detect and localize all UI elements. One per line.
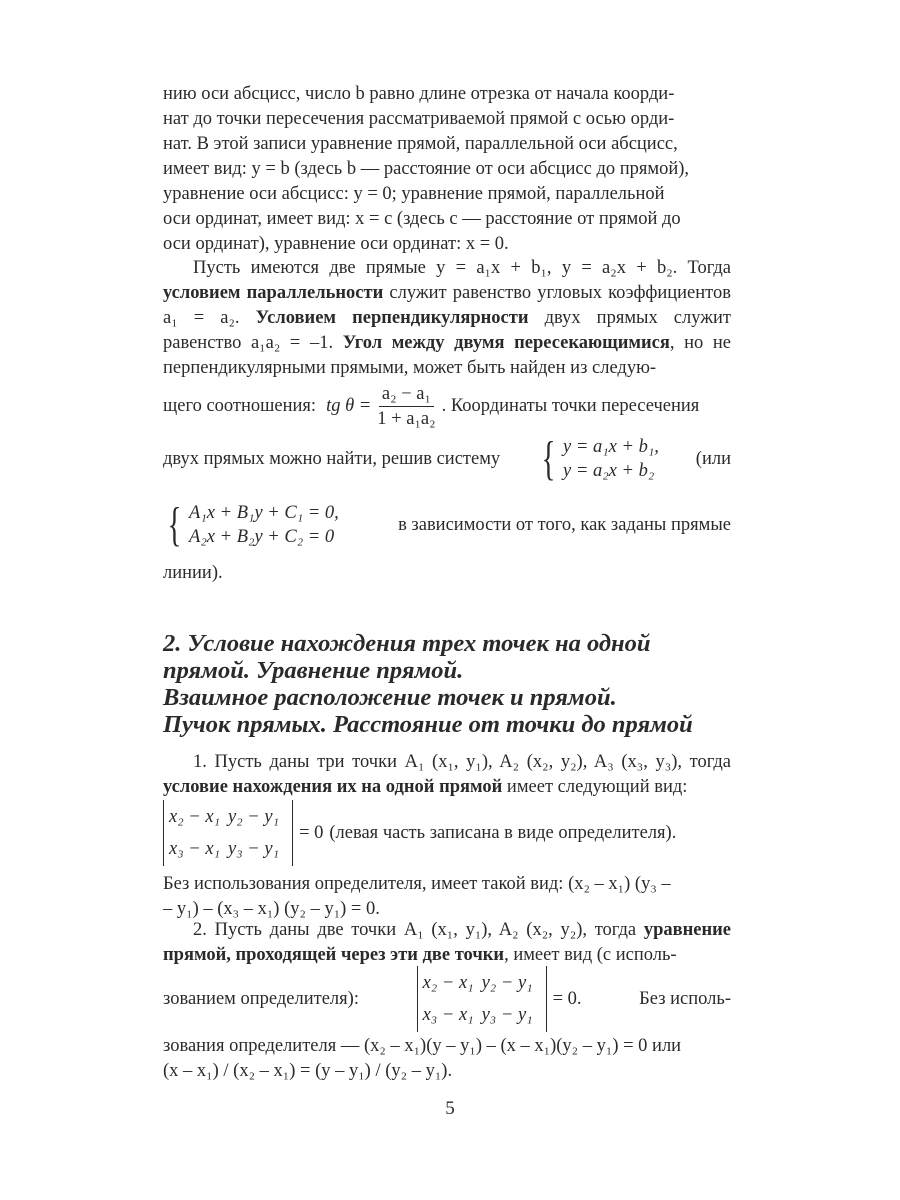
formula-lhs: tg θ = bbox=[326, 395, 372, 416]
text-span: (или bbox=[695, 448, 731, 469]
heading-line: Пучок прямых. Расстояние от точки до прямой bbox=[163, 711, 693, 738]
text-span: двух прямых можно найти, решив систему bbox=[163, 448, 501, 469]
section-heading bbox=[163, 630, 731, 738]
text-span: (левая часть записана в виде определителя). bbox=[329, 822, 677, 843]
matrix-cell: x₃ − x₁ bbox=[422, 1005, 474, 1025]
text-span: , имеет вид (с исполь- bbox=[504, 945, 677, 965]
text-line bbox=[163, 561, 731, 586]
matrix-cell: x₂ − x₁ bbox=[422, 973, 474, 993]
equation-system bbox=[537, 432, 659, 485]
equals-zero: = 0 bbox=[299, 822, 324, 843]
text-span: щего соотношения: bbox=[163, 395, 317, 416]
equals-zero: = 0. bbox=[552, 988, 582, 1009]
item-1 bbox=[163, 750, 731, 800]
heading-line: 2. Условие нахождения трех точек на одной bbox=[163, 630, 651, 657]
text-line: Без использования определителя, имеет такой вид: (x₂ – x₁) (y₃ – bbox=[163, 874, 671, 894]
text-span: в зависимости от того, как заданы прямые bbox=[398, 514, 731, 535]
formula-angle bbox=[163, 378, 731, 434]
text-line: нат. В этой записи уравнение прямой, параллельной оси абсцисс, bbox=[163, 134, 678, 154]
text-line: уравнение оси абсцисс: y = 0; уравнение прямой, параллельной bbox=[163, 184, 665, 204]
matrix-cell: y₂ − y₁ bbox=[228, 807, 280, 827]
paragraph-lines-conditions bbox=[163, 256, 731, 381]
text-span: 2. Пусть даны две точки A₁ (x₁, y₁), A₂ (x₂, y₂), тогда bbox=[193, 920, 644, 940]
text-line: (x – x₁) / (x₂ – x₁) = (y – y₁) / (y₂ – y₁). bbox=[163, 1061, 453, 1081]
bold-term: Условием перпендикулярности bbox=[255, 308, 529, 328]
text-line: нию оси абсцисс, число b равно длине отрезка от начала коорди- bbox=[163, 84, 675, 104]
bold-term: условием параллельности bbox=[163, 283, 384, 303]
left-brace-icon: { bbox=[541, 432, 556, 485]
text-span: линии). bbox=[163, 563, 223, 583]
equation-line: y = a₁x + b₁, bbox=[563, 437, 659, 457]
text-span: Пусть имеются две прямые y = a₁x + b₁, y = a₂x + b₂. Тогда bbox=[193, 258, 731, 278]
text-paragraph bbox=[163, 918, 731, 968]
text-line: зования определителя — (x₂ – x₁)(y – y₁) – (x – x₁)(y₂ – y₁) = 0 или bbox=[163, 1036, 682, 1056]
text-line: имеет вид: y = b (здесь b — расстояние от оси абсцисс до прямой), bbox=[163, 159, 690, 179]
heading-line: прямой. Уравнение прямой. bbox=[163, 657, 464, 684]
text-paragraph bbox=[163, 750, 731, 800]
equation-line: y = a₂x + b₂ bbox=[563, 461, 655, 481]
heading-line: Взаимное расположение точек и прямой. bbox=[163, 684, 617, 711]
text-span: 1. Пусть даны три точки A₁ (x₁, y₁), A₂ (x₂, y₂), A₃ (x₃, y₃), тогда bbox=[193, 752, 731, 772]
fraction-denominator: 1 + a₁a₂ bbox=[377, 408, 436, 429]
system-of-equations-2 bbox=[163, 496, 731, 554]
equation-system bbox=[163, 498, 339, 551]
text-line: нат до точки пересечения рассматриваемой прямой с осью орди- bbox=[163, 109, 675, 129]
text-line: – y₁) – (x₃ – x₁) (y₂ – y₁) = 0. bbox=[163, 899, 380, 919]
matrix-cell: y₂ − y₁ bbox=[481, 973, 533, 993]
matrix-cell: x₂ − x₁ bbox=[169, 807, 221, 827]
paragraph-lines bbox=[163, 82, 731, 257]
page-number: 5 bbox=[445, 1098, 455, 1119]
bold-term: условие нахождения их на одной прямой bbox=[163, 777, 503, 797]
text-span: зованием определителя): bbox=[163, 988, 359, 1009]
matrix-cell: y₃ − y₁ bbox=[228, 839, 280, 859]
equation-line: A₂x + B₂y + C₂ = 0 bbox=[189, 527, 335, 547]
matrix-cell: x₃ − x₁ bbox=[169, 839, 221, 859]
left-brace-icon: { bbox=[167, 498, 182, 551]
text-span: Без исполь- bbox=[639, 988, 731, 1009]
system-of-equations-1 bbox=[163, 430, 731, 488]
text-paragraph bbox=[163, 256, 731, 381]
fraction bbox=[374, 382, 438, 431]
item-2 bbox=[163, 918, 731, 968]
matrix-cell: y₃ − y₁ bbox=[481, 1005, 533, 1025]
fraction-numerator: a₂ − a₁ bbox=[379, 382, 434, 407]
text-span: имеет следующий вид: bbox=[502, 777, 688, 797]
text-span: служит равенство угловых коэффициентов a₁ = a₂. bbox=[163, 283, 731, 328]
bold-term: Угол между двумя пересекающимися bbox=[342, 333, 670, 353]
determinant bbox=[163, 800, 293, 866]
item-2-tail bbox=[163, 1034, 731, 1084]
determinant-row-2 bbox=[163, 966, 731, 1032]
text-span: , но не перпендикулярными прямыми, может быть найден из следую- bbox=[163, 333, 731, 378]
text-span: . Координаты точки пересечения bbox=[441, 395, 700, 416]
text-line: оси ординат, имеет вид: x = c (здесь c — расстояние от прямой до bbox=[163, 209, 681, 229]
determinant bbox=[417, 966, 547, 1032]
text-span: двух прямых служит равенство a₁a₂ = –1. bbox=[163, 308, 732, 353]
bold-term: уравнение прямой, проходящей через эти две точки bbox=[163, 920, 731, 965]
text-line: оси ординат), уравнение оси ординат: x = 0. bbox=[163, 234, 509, 254]
item-1-tail bbox=[163, 872, 731, 922]
determinant-row-1 bbox=[163, 800, 731, 866]
equation-line: A₁x + B₁y + C₁ = 0, bbox=[189, 503, 339, 523]
